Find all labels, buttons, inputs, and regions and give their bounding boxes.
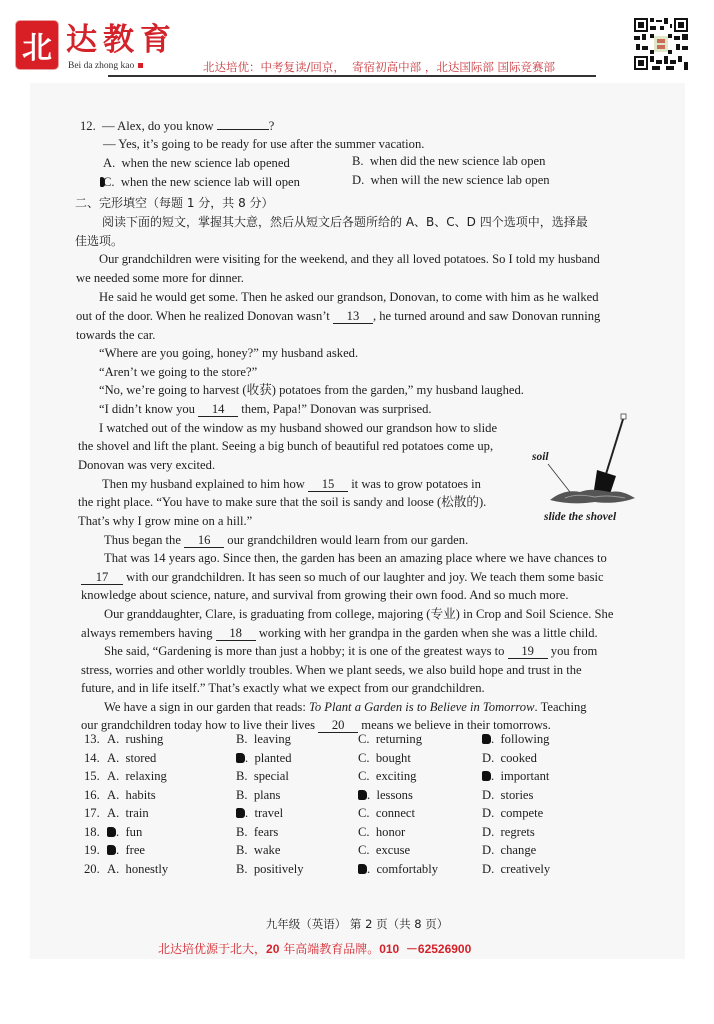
answer-option bbox=[358, 842, 410, 858]
option-letter: A. bbox=[107, 732, 120, 746]
option-text: when did the new science lab open bbox=[369, 154, 546, 168]
answer-mark-icon bbox=[482, 771, 491, 781]
page-header bbox=[0, 0, 714, 82]
answer-option bbox=[358, 787, 413, 803]
passage-line bbox=[81, 569, 604, 585]
option-letter: C. bbox=[358, 824, 370, 839]
question-12 bbox=[80, 118, 274, 134]
page-number-info: 九年级（英语） 第 2 页（共 8 页） bbox=[265, 917, 449, 931]
answer-option bbox=[236, 861, 304, 877]
option-text: when the new science lab opened bbox=[121, 156, 290, 170]
option-letter: C. bbox=[358, 806, 370, 820]
passage-text: them, Papa!” Donovan was surprised. bbox=[241, 402, 432, 416]
option-letter: B. bbox=[352, 154, 364, 168]
answer-option bbox=[482, 861, 550, 877]
answer-option bbox=[236, 750, 292, 766]
answer-option bbox=[482, 824, 535, 840]
passage-line bbox=[76, 308, 600, 324]
option-letter: B. bbox=[236, 787, 248, 802]
header-divider bbox=[108, 75, 596, 77]
passage-line: future, and in life itself.” That’s exactly what we expect from our grandchildren. bbox=[81, 681, 485, 695]
passage-line: “Aren’t we going to the store?” bbox=[99, 365, 258, 379]
option-letter: C. bbox=[358, 843, 370, 857]
option-letter: B. bbox=[236, 732, 248, 746]
q12-option-d bbox=[352, 172, 550, 188]
passage-line: knowledge about science, nature, and survival from growing their own food. And so much more. bbox=[81, 588, 569, 602]
question-12-reply: — Yes, it’s going to be ready for use after the summer vacation. bbox=[103, 137, 425, 151]
option-letter: D. bbox=[482, 861, 495, 876]
passage-line bbox=[102, 476, 481, 492]
answer-mark-icon bbox=[482, 734, 491, 744]
answer-option bbox=[107, 824, 142, 840]
option-letter: A. bbox=[107, 787, 120, 802]
answer-option bbox=[107, 768, 167, 784]
footer-ad-text: 北达培优源于北大， bbox=[158, 942, 267, 956]
option-text: regrets bbox=[500, 824, 535, 839]
answer-mark-icon bbox=[107, 845, 116, 855]
passage-text: our grandchildren would learn from our garden. bbox=[227, 533, 469, 547]
logo-title: 达教育 bbox=[66, 22, 177, 58]
logo-dot-icon bbox=[138, 63, 143, 68]
footer-advert bbox=[158, 940, 471, 957]
answer-mark-icon bbox=[236, 808, 245, 818]
answer-mark-icon bbox=[107, 827, 116, 837]
logo-subtitle-text: Bei da zhong kao bbox=[68, 61, 135, 71]
option-text: cooked bbox=[500, 750, 537, 765]
option-letter: D. bbox=[482, 750, 495, 765]
passage-text: it was to grow potatoes in bbox=[351, 477, 481, 491]
passage-line bbox=[104, 699, 587, 715]
blank-13: 13 bbox=[333, 310, 373, 324]
option-text: excuse bbox=[375, 843, 411, 857]
option-text: fears bbox=[253, 824, 279, 839]
header-slogan: 北达培优：中考复读/回京， 寄宿初高中部 ，北达国际部 国际竞赛部 bbox=[203, 60, 555, 74]
blank-18: 18 bbox=[216, 627, 256, 641]
option-text: returning bbox=[375, 732, 423, 746]
answer-option bbox=[482, 768, 549, 784]
passage-line: He said he would get some. Then he asked our grandson, Donovan, to come with him as he walked bbox=[99, 290, 599, 304]
figure-caption: slide the shovel bbox=[544, 511, 617, 523]
answer-number: 14. bbox=[84, 750, 100, 765]
option-text: comfortably bbox=[376, 861, 439, 876]
passage-line: That’s why I grow mine on a hill.” bbox=[78, 514, 253, 528]
answer-option bbox=[107, 861, 168, 877]
option-letter: D. bbox=[352, 173, 365, 187]
option-text: when will the new science lab open bbox=[370, 173, 550, 187]
option-text: travel bbox=[254, 806, 284, 820]
option-text: positively bbox=[253, 861, 304, 876]
option-text: free bbox=[125, 843, 146, 857]
q12-option-c bbox=[100, 174, 300, 190]
answer-option bbox=[236, 787, 280, 803]
passage-text: you from bbox=[550, 644, 598, 658]
logo-mark bbox=[16, 21, 58, 69]
passage-line bbox=[104, 643, 597, 659]
option-letter: A. bbox=[107, 769, 120, 783]
option-text: following bbox=[500, 732, 550, 746]
option-text: honestly bbox=[125, 861, 169, 876]
answer-mark-icon bbox=[236, 753, 245, 763]
option-text: change bbox=[500, 843, 537, 857]
answer-option bbox=[482, 731, 549, 747]
passage-text: with our grandchildren. It has seen so much of our laughter and joy. We teach them some basic bbox=[126, 570, 604, 584]
option-text: relaxing bbox=[125, 769, 167, 783]
answer-number: 18. bbox=[84, 824, 100, 839]
passage-text: We have a sign in our garden that reads: bbox=[104, 700, 309, 714]
option-letter: . bbox=[107, 843, 119, 857]
passage-line: That was 14 years ago. Since then, the garden has been an amazing place where we have chances to bbox=[104, 551, 607, 565]
passage-line: Our grandchildren were visiting for the weekend, and they all loved potatoes. So I told my husband bbox=[99, 252, 600, 266]
blank-15: 15 bbox=[308, 478, 348, 492]
option-text: train bbox=[125, 806, 149, 820]
answer-option bbox=[107, 787, 156, 803]
figure-label-soil: soil bbox=[532, 451, 549, 463]
option-letter: B. bbox=[236, 843, 248, 857]
option-text: honor bbox=[375, 824, 406, 839]
answer-blank bbox=[217, 129, 269, 130]
passage-line bbox=[81, 625, 598, 641]
section-title: 二、完形填空（每题 1 分，共 8 分） bbox=[75, 196, 274, 210]
passage-line: “No, we’re going to harvest (收获) potatoes from the garden,” my husband laughed. bbox=[99, 383, 524, 397]
answer-number: 15. bbox=[84, 769, 100, 783]
answer-option bbox=[236, 768, 289, 784]
option-letter: B. bbox=[236, 824, 248, 839]
logo-subtitle bbox=[68, 61, 143, 71]
option-letter: . bbox=[358, 788, 370, 802]
option-letter: C. bbox=[103, 175, 115, 189]
blank-16: 16 bbox=[184, 534, 224, 548]
answer-mark-icon bbox=[358, 864, 367, 874]
passage-text: . Teaching bbox=[534, 700, 587, 714]
answer-option bbox=[236, 824, 278, 840]
logo-char: 北 bbox=[22, 31, 52, 66]
passage-line: Donovan was very excited. bbox=[78, 458, 216, 472]
answer-number: 13. bbox=[84, 732, 100, 746]
answer-option bbox=[358, 768, 416, 784]
passage-text: out of the door. When he realized Donovan wasn’t bbox=[76, 309, 330, 323]
passage-text: our grandchildren today how to live their lives bbox=[81, 718, 315, 732]
option-letter: D. bbox=[482, 806, 495, 820]
option-text: creatively bbox=[500, 861, 551, 876]
option-letter: A. bbox=[107, 750, 120, 765]
answer-mark-icon bbox=[358, 790, 367, 800]
option-letter: A. bbox=[107, 861, 120, 876]
answer-option bbox=[236, 731, 291, 747]
passage-line: I watched out of the window as my husband showed our grandson how to slide bbox=[99, 421, 498, 435]
passage-line: “Where are you going, honey?” my husband asked. bbox=[99, 346, 359, 360]
answer-number: 20. bbox=[84, 861, 100, 876]
option-text: stories bbox=[500, 787, 534, 802]
option-letter: D. bbox=[482, 787, 495, 802]
footer-ad-text: 年高端教育品牌。 bbox=[279, 942, 380, 956]
passage-line bbox=[99, 401, 432, 417]
option-letter: A. bbox=[107, 806, 120, 820]
section-instruction: 阅读下面的短文，掌握其大意，然后从短文后各题所给的 A、B、C、D 四个选项中，选择最 bbox=[102, 215, 588, 229]
option-text: leaving bbox=[253, 732, 291, 746]
option-text: special bbox=[253, 769, 289, 783]
option-letter: A. bbox=[103, 156, 116, 170]
option-letter: D. bbox=[482, 824, 495, 839]
option-letter: . bbox=[236, 751, 248, 765]
question-mark: ? bbox=[268, 119, 275, 133]
option-letter: . bbox=[482, 732, 494, 746]
option-text: wake bbox=[253, 843, 281, 857]
q12-option-a bbox=[103, 155, 290, 171]
option-letter: . bbox=[358, 862, 370, 876]
footer-phone: 010 －62526900 bbox=[379, 942, 472, 956]
passage-line: we needed some more for dinner. bbox=[76, 271, 244, 285]
option-letter: C. bbox=[358, 769, 370, 783]
question-number: 12. bbox=[80, 119, 96, 133]
passage-line: the right place. “You have to make sure that the soil is sandy and loose (松散的). bbox=[78, 495, 487, 509]
option-letter: . bbox=[482, 769, 494, 783]
option-text: fun bbox=[125, 824, 143, 839]
passage-line: towards the car. bbox=[76, 328, 156, 342]
option-letter: C. bbox=[358, 750, 370, 765]
passage-line bbox=[104, 532, 468, 548]
answer-option bbox=[236, 842, 280, 858]
option-letter: C. bbox=[358, 732, 370, 746]
passage-text: means we believe in their tomorrows. bbox=[361, 718, 551, 732]
option-text: habits bbox=[125, 787, 156, 802]
qr-code-icon bbox=[632, 16, 690, 72]
option-text: plans bbox=[253, 787, 281, 802]
shovel-illustration bbox=[540, 412, 640, 512]
answer-option bbox=[482, 842, 536, 858]
option-text: stored bbox=[125, 750, 157, 765]
passage-text: working with her grandpa in the garden when she was a little child. bbox=[258, 626, 598, 640]
q12-option-b bbox=[352, 153, 545, 169]
answer-number: 17. bbox=[84, 806, 100, 820]
question-prompt: — Alex, do you know bbox=[102, 119, 214, 133]
option-text: rushing bbox=[125, 732, 164, 746]
answer-option bbox=[107, 805, 149, 821]
answer-option bbox=[358, 750, 411, 766]
answer-option bbox=[482, 805, 543, 821]
option-text: exciting bbox=[375, 769, 417, 783]
option-text: important bbox=[500, 769, 550, 783]
option-text: compete bbox=[500, 806, 544, 820]
answer-option bbox=[358, 805, 415, 821]
passage-text: Thus began the bbox=[104, 533, 181, 547]
passage-text: “I didn’t know you bbox=[99, 402, 195, 416]
footer-ad-years: 20 bbox=[266, 942, 280, 956]
option-text: lessons bbox=[376, 787, 413, 802]
blank-20: 20 bbox=[318, 719, 358, 733]
option-text: connect bbox=[375, 806, 416, 820]
answer-option bbox=[482, 750, 537, 766]
option-letter: . bbox=[107, 825, 119, 839]
answer-number: 16. bbox=[84, 787, 100, 802]
sign-text: To Plant a Garden is to Believe in Tomorrow bbox=[308, 700, 535, 714]
answer-option bbox=[107, 750, 156, 766]
answer-option bbox=[236, 805, 283, 821]
passage-text: , he turned around and saw Donovan running bbox=[372, 309, 601, 323]
blank-17: 17 bbox=[81, 571, 123, 585]
passage-line: Our granddaughter, Clare, is graduating from college, majoring (专业) in Crop and Soil Science. She bbox=[104, 607, 614, 621]
option-letter: D. bbox=[482, 843, 495, 857]
answer-option bbox=[358, 861, 438, 877]
passage-line: stress, worries and other worldly troubles. When we plant seeds, we also build hope and trust in the bbox=[81, 663, 582, 677]
passage-line: the shovel and lift the plant. Seeing a big bunch of beautiful red potatoes come up, bbox=[78, 439, 494, 453]
option-text: when the new science lab will open bbox=[120, 175, 300, 189]
passage-text: Then my husband explained to him how bbox=[102, 477, 305, 491]
answer-option bbox=[107, 731, 163, 747]
option-letter: B. bbox=[236, 861, 248, 876]
option-text: planted bbox=[254, 750, 292, 765]
option-letter: B. bbox=[236, 769, 248, 783]
option-text: bought bbox=[375, 750, 411, 765]
blank-14: 14 bbox=[198, 403, 238, 417]
answer-option bbox=[482, 787, 533, 803]
passage-text: She said, “Gardening is more than just a hobby; it is one of the greatest ways to bbox=[104, 644, 505, 658]
blank-19: 19 bbox=[508, 645, 548, 659]
answer-option bbox=[107, 842, 145, 858]
answer-option bbox=[358, 824, 405, 840]
answer-option bbox=[358, 731, 422, 747]
answer-number: 19. bbox=[84, 843, 100, 857]
section-instruction-cont: 佳选项。 bbox=[75, 234, 124, 248]
passage-text: always remembers having bbox=[81, 626, 213, 640]
option-letter: . bbox=[236, 806, 248, 820]
